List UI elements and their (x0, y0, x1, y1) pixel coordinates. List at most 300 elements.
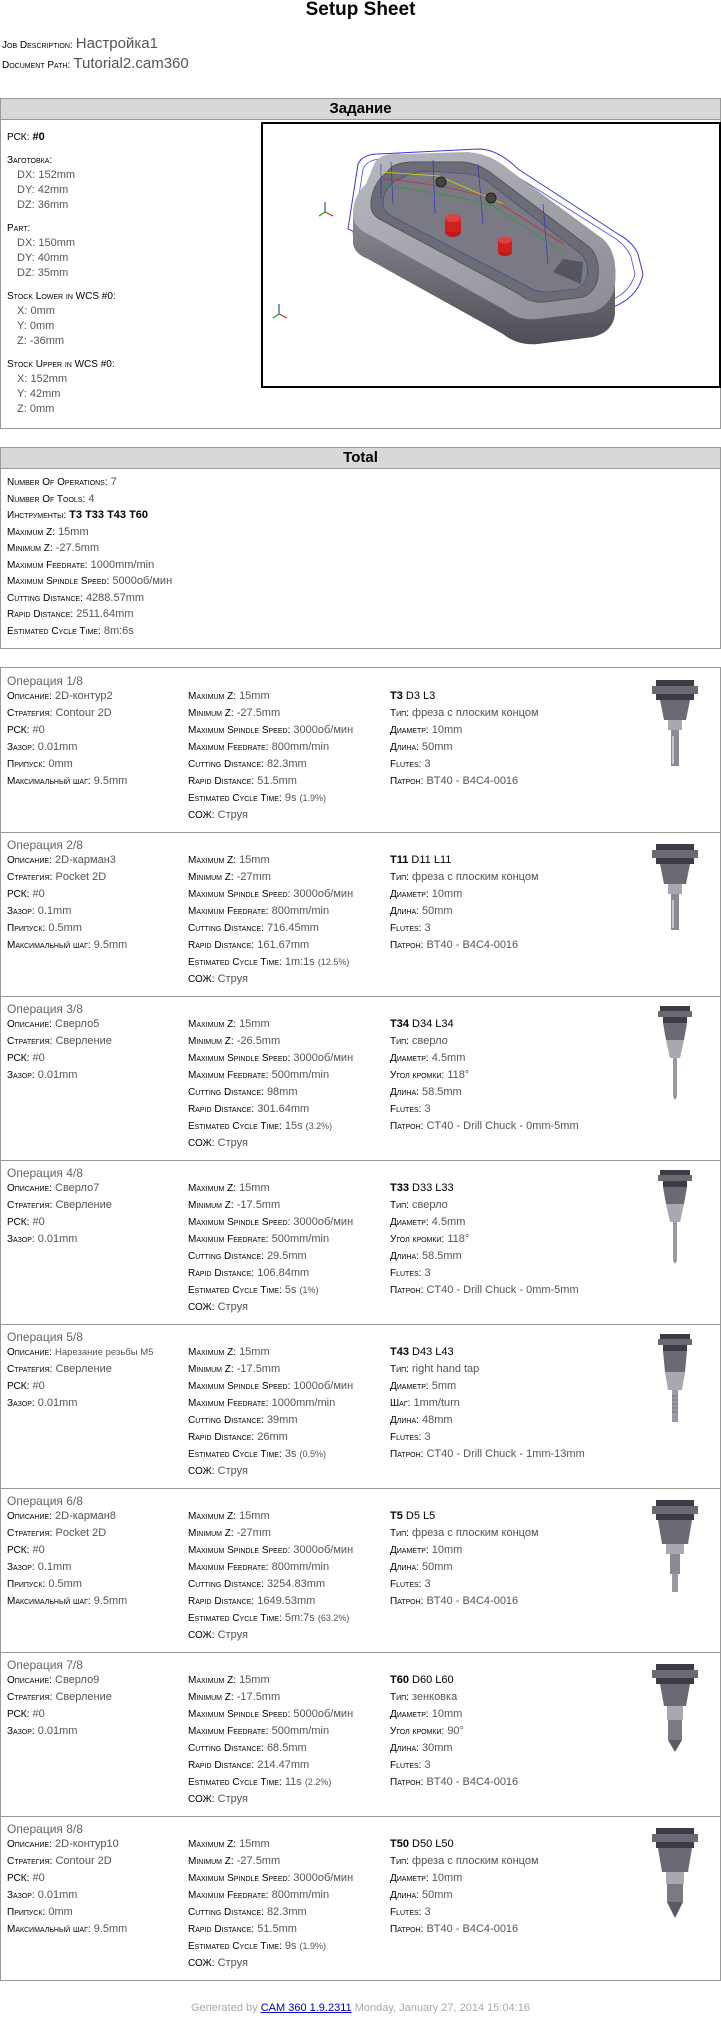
op-field-label: Патрон: (390, 1596, 424, 1607)
op-field-strategy (7, 1853, 187, 1870)
op-field-value: -17.5mm (236, 1199, 281, 1211)
op-field-label: Стратегия: (7, 1528, 53, 1539)
op-field-value: #0 (32, 888, 45, 900)
op-field-label: Длина: (390, 1415, 419, 1426)
op-field-label: Угол кромки: (390, 1726, 445, 1737)
op-field-value: Contour 2D (55, 1855, 112, 1867)
op-field-value: BT40 - B4C4-0016 (426, 1776, 519, 1788)
op-field-label: Зазор: (7, 1890, 35, 1901)
tool-heading (390, 1672, 630, 1689)
op-field-value: 68.5mm (266, 1742, 307, 1754)
op-field-max-feed (188, 1067, 388, 1084)
op-field-value: -27.5mm (236, 707, 281, 719)
op-field-value: 9.5mm (93, 775, 128, 787)
op-field-value: 26mm (257, 1431, 288, 1443)
op-field-wcs (7, 722, 187, 739)
op-field-value: 800mm/min (271, 1561, 330, 1573)
op-field-label: Диаметр: (390, 725, 429, 736)
op-field-value: 118° (447, 1069, 470, 1081)
op-field-label: Maximum Z: (188, 1511, 236, 1522)
stock-dx: DX: 152mm (17, 169, 76, 181)
op-field-label: Описание: (7, 691, 52, 702)
footer (0, 2002, 721, 2014)
op-field-holder (390, 1593, 630, 1610)
op-field-max-z (188, 852, 388, 869)
op-field-label: Тип: (390, 1036, 409, 1047)
op-field-length (390, 1248, 630, 1265)
op-field-value: Сверление (55, 1035, 112, 1047)
op-field-label: Угол кромки: (390, 1234, 445, 1245)
op-field-holder (390, 773, 630, 790)
tool-number: T33 (390, 1182, 409, 1194)
op-field-label: Диаметр: (390, 1381, 429, 1392)
op-field-min-z (188, 1689, 388, 1706)
op-field-value: 11s (284, 1776, 302, 1788)
op-field-type (390, 869, 630, 886)
op-field-label: Maximum Feedrate: (188, 906, 269, 917)
op-field-value: 5m:7s (284, 1612, 315, 1624)
op-field-value: 9.5mm (93, 939, 128, 951)
total-row-value: 5000об/мин (112, 575, 173, 587)
op-field-value: -27mm (236, 871, 271, 883)
op-field-value: 50mm (421, 1889, 453, 1901)
job-description-label: Job Description: (2, 40, 73, 51)
op-field-diameter (390, 1214, 630, 1231)
op-field-label: Cutting Distance: (188, 1743, 264, 1754)
op-field-holder (390, 1774, 630, 1791)
op-field-value: #0 (32, 1544, 45, 1556)
op-field-label: Тип: (390, 1692, 409, 1703)
op-field-max-stepdown (7, 937, 187, 954)
op-field-label: Стратегия: (7, 1200, 53, 1211)
tool-heading (390, 1180, 630, 1197)
op-field-strategy (7, 1361, 187, 1378)
op-field-value: 0mm (48, 1906, 73, 1918)
op-field-max-feed (188, 1559, 388, 1576)
op-field-label: Патрон: (390, 1121, 424, 1132)
tool-offsets: D11 L11 (411, 854, 452, 866)
op-field-strategy (7, 705, 187, 722)
op-field-value: right hand tap (412, 1363, 480, 1375)
footer-date: Monday, January 27, 2014 15:04:16 (354, 2002, 530, 2014)
tool-offsets: D60 L60 (412, 1674, 454, 1686)
tool-heading (390, 1016, 630, 1033)
op-field-value: #0 (32, 1216, 45, 1228)
op-field-length (390, 1412, 630, 1429)
op-field-value: 15mm (239, 1182, 270, 1194)
op-field-label: Flutes: (390, 1907, 422, 1918)
op-field-stock-to-leave (7, 1576, 187, 1593)
op-field-value: 29.5mm (266, 1250, 307, 1262)
total-row-label: Инструменты: (7, 510, 67, 521)
op-field-label: Зазор: (7, 742, 35, 753)
operation-block (0, 1160, 721, 1325)
op-field-label: СОЖ: (188, 1958, 215, 1969)
op-field-flutes (390, 1904, 630, 1921)
op-field-max-z (188, 1508, 388, 1525)
op-field-value: 500mm/min (271, 1725, 330, 1737)
op-field-value: фреза с плоским концом (412, 871, 539, 883)
tool-heading (390, 1344, 630, 1361)
tool-number: T3 (390, 690, 403, 702)
op-field-value: BT40 - B4C4-0016 (426, 939, 519, 951)
op-field-value: 10mm (431, 1544, 463, 1556)
op-field-value: 0.1mm (37, 905, 72, 917)
op-field-cutting (188, 1740, 388, 1757)
stock-dz: DZ: 36mm (17, 199, 69, 211)
flat-endmill-icon (630, 840, 720, 940)
op-field-description (7, 688, 187, 705)
op-field-strategy (7, 1033, 187, 1050)
op-field-max-z (188, 1672, 388, 1689)
op-field-label: Maximum Spindle Speed: (188, 725, 291, 736)
op-field-value: 2D-контур10 (55, 1838, 119, 1850)
part-render (263, 124, 719, 386)
op-field-label: СОЖ: (188, 974, 215, 985)
tool-number: T34 (390, 1018, 409, 1030)
op-field-value: 800mm/min (271, 741, 330, 753)
op-field-value: 161.67mm (257, 939, 310, 951)
op-field-label: Зазор: (7, 1234, 35, 1245)
op-field-value: 4.5mm (431, 1216, 466, 1228)
total-row-label: Maximum Z: (7, 526, 55, 538)
op-field-label: Стратегия: (7, 872, 53, 883)
op-field-label: Rapid Distance: (188, 1596, 255, 1607)
op-field-tolerance (7, 1559, 187, 1576)
op-field-strategy (7, 869, 187, 886)
op-field-value: Нарезание резьбы M5 (55, 1347, 154, 1358)
op-field-value: #0 (32, 1872, 45, 1884)
wcs-label: РСК: (7, 132, 30, 143)
op-field-label: СОЖ: (188, 1794, 215, 1805)
op-field-tip-angle (390, 1231, 630, 1248)
op-field-label: Maximum Spindle Speed: (188, 1545, 291, 1556)
total-row (7, 491, 720, 508)
op-field-cycle (188, 1446, 388, 1463)
op-field-coolant (188, 1791, 388, 1808)
op-field-label: СОЖ: (188, 1630, 215, 1641)
op-field-label: Cutting Distance: (188, 759, 264, 770)
operation-block (0, 1652, 721, 1817)
op-field-min-z (188, 1033, 388, 1050)
op-field-label: Припуск: (7, 1579, 46, 1590)
op-field-flutes (390, 756, 630, 773)
op-field-cycle (188, 954, 388, 971)
op-field-length (390, 1740, 630, 1757)
op-field-label: СОЖ: (188, 810, 215, 821)
op-field-max-stepdown (7, 1593, 187, 1610)
op-field-max-spindle (188, 1378, 388, 1395)
op-field-max-stepdown (7, 773, 187, 790)
op-cycle-percent: (1%) (299, 1285, 319, 1295)
stock-info (7, 127, 116, 417)
op-field-label: Диаметр: (390, 1709, 429, 1720)
op-field-value: 0.01mm (37, 1397, 78, 1409)
part-dz: DZ: 35mm (17, 267, 69, 279)
op-field-value: Струя (217, 1465, 248, 1477)
op-field-value: -17.5mm (236, 1691, 281, 1703)
op-field-rapid (188, 773, 388, 790)
tool-heading (390, 1836, 630, 1853)
op-field-label: Длина: (390, 906, 419, 917)
op-field-label: Диаметр: (390, 1873, 429, 1884)
op-field-stock-to-leave (7, 920, 187, 937)
op-field-holder (390, 1118, 630, 1135)
op-field-wcs (7, 886, 187, 903)
op-field-description (7, 1016, 187, 1033)
setup-preview-image (261, 122, 721, 388)
op-field-rapid (188, 1429, 388, 1446)
operation-name: Операция 1/8 (7, 674, 83, 688)
tool-offsets: D43 L43 (412, 1346, 454, 1358)
op-field-label: Maximum Feedrate: (188, 1398, 269, 1409)
job-description-value: Настройка1 (75, 35, 158, 52)
op-cycle-percent: (12.5%) (317, 957, 350, 967)
op-field-label: Estimated Cycle Time: (188, 1449, 282, 1460)
op-cycle-percent: (3.2%) (305, 1121, 333, 1131)
op-field-flutes (390, 920, 630, 937)
total-row (7, 557, 720, 574)
op-field-value: Сверло7 (55, 1182, 100, 1194)
op-field-label: Патрон: (390, 940, 424, 951)
op-field-cycle (188, 1118, 388, 1135)
op-field-label: Maximum Spindle Speed: (188, 1873, 291, 1884)
tool-heading (390, 1508, 630, 1525)
op-field-value: фреза с плоским концом (412, 1527, 539, 1539)
op-field-wcs (7, 1378, 187, 1395)
op-field-value: CT40 - Drill Chuck - 0mm-5mm (426, 1120, 579, 1132)
op-field-value: 15mm (239, 854, 270, 866)
op-field-description (7, 1344, 187, 1361)
op-field-value: 3 (424, 1431, 431, 1443)
op-field-value: 10mm (431, 724, 463, 736)
op-field-label: Длина: (390, 742, 419, 753)
op-field-value: 3000об/мин (293, 1216, 354, 1228)
op-field-value: 5000об/мин (293, 1708, 354, 1720)
op-field-label: Maximum Z: (188, 1183, 236, 1194)
stock-label: Заготовка: (7, 155, 53, 166)
op-field-tolerance (7, 739, 187, 756)
op-field-label: РСК: (7, 725, 30, 736)
op-field-label: Описание: (7, 1019, 52, 1030)
op-field-value: сверло (412, 1035, 448, 1047)
op-field-label: Зазор: (7, 1070, 35, 1081)
total-row-label: Maximum Spindle Speed: (7, 576, 110, 587)
op-field-max-spindle (188, 1542, 388, 1559)
op-field-value: Струя (217, 809, 248, 821)
op-field-label: Максимальный шаг: (7, 776, 91, 787)
op-field-value: 15mm (239, 690, 270, 702)
op-field-tolerance (7, 1067, 187, 1084)
op-field-value: 51.5mm (257, 775, 297, 787)
op-field-label: Диаметр: (390, 1217, 429, 1228)
op-field-label: Flutes: (390, 1760, 422, 1771)
tool-offsets: D34 L34 (412, 1018, 454, 1030)
op-field-label: Maximum Feedrate: (188, 742, 269, 753)
op-field-value: 9s (284, 1940, 297, 1952)
stock-upper-z: Z: 0mm (17, 403, 55, 415)
op-field-type (390, 1197, 630, 1214)
op-field-wcs (7, 1706, 187, 1723)
op-field-label: Flutes: (390, 923, 422, 934)
op-field-label: Maximum Spindle Speed: (188, 1053, 291, 1064)
op-field-flutes (390, 1429, 630, 1446)
op-field-value: 0.01mm (37, 1889, 78, 1901)
op-field-value: Contour 2D (55, 707, 112, 719)
op-field-min-z (188, 1361, 388, 1378)
op-field-coolant (188, 1299, 388, 1316)
op-field-max-spindle (188, 1050, 388, 1067)
op-field-value: Сверление (55, 1363, 112, 1375)
op-field-value: 5mm (431, 1380, 457, 1392)
op-field-label: Патрон: (390, 1777, 424, 1788)
tap-icon (630, 1332, 720, 1432)
op-field-value: 1mm/turn (413, 1397, 460, 1409)
op-field-max-spindle (188, 1214, 388, 1231)
op-field-value: #0 (32, 1052, 45, 1064)
op-field-label: Тип: (390, 1856, 409, 1867)
wcs-value: #0 (32, 131, 45, 143)
page-title: Setup Sheet (305, 0, 416, 20)
op-field-label: Estimated Cycle Time: (188, 1121, 282, 1132)
tool-offsets: D33 L33 (412, 1182, 454, 1194)
op-field-value: 0.01mm (37, 1725, 78, 1737)
op-field-label: РСК: (7, 1381, 30, 1392)
op-field-label: Стратегия: (7, 1856, 53, 1867)
operation-name: Операция 5/8 (7, 1330, 83, 1344)
footer-generated-by: Generated by (190, 2002, 258, 2014)
op-field-min-z (188, 869, 388, 886)
op-field-label: Длина: (390, 1743, 419, 1754)
op-field-max-feed (188, 1231, 388, 1248)
op-cycle-percent: (1.9%) (299, 793, 327, 803)
op-field-value: 2D-карман3 (55, 854, 116, 866)
op-field-value: 0.5mm (48, 922, 82, 934)
op-field-value: 90° (447, 1725, 464, 1737)
op-field-max-feed (188, 1887, 388, 1904)
op-field-label: РСК: (7, 889, 30, 900)
op-field-coolant (188, 1135, 388, 1152)
stock-upper-label: Stock Upper in WCS #0: (7, 359, 115, 370)
op-field-value: Pocket 2D (55, 1527, 107, 1539)
op-field-value: 0.5mm (48, 1578, 82, 1590)
total-row-value: 7 (110, 476, 117, 488)
op-field-label: Зазор: (7, 906, 35, 917)
op-field-value: CT40 - Drill Chuck - 0mm-5mm (426, 1284, 579, 1296)
part-dy: DY: 40mm (17, 252, 69, 264)
op-field-label: Maximum Spindle Speed: (188, 889, 291, 900)
footer-software-link[interactable]: CAM 360 1.9.2311 (260, 2002, 352, 2014)
op-field-max-feed (188, 1395, 388, 1412)
op-field-holder (390, 1921, 630, 1938)
op-field-value: 10mm (431, 888, 463, 900)
op-field-label: СОЖ: (188, 1138, 215, 1149)
op-field-cycle (188, 1774, 388, 1791)
op-field-description (7, 1836, 187, 1853)
op-field-label: Cutting Distance: (188, 1251, 264, 1262)
op-field-value: 9.5mm (93, 1923, 128, 1935)
op-field-tolerance (7, 1231, 187, 1248)
op-field-label: Rapid Distance: (188, 1760, 255, 1771)
op-field-length (390, 903, 630, 920)
op-field-value: 0.01mm (37, 741, 78, 753)
op-field-label: Maximum Feedrate: (188, 1726, 269, 1737)
op-field-label: СОЖ: (188, 1302, 215, 1313)
total-row (7, 590, 720, 607)
op-field-tip-angle (390, 1723, 630, 1740)
op-field-label: СОЖ: (188, 1466, 215, 1477)
op-field-cycle (188, 1610, 388, 1627)
countersink-big-icon (630, 1824, 720, 1924)
op-field-label: Описание: (7, 855, 52, 866)
op-field-label: Maximum Z: (188, 1347, 236, 1358)
op-field-tolerance (7, 1723, 187, 1740)
op-field-flutes (390, 1576, 630, 1593)
op-field-value: фреза с плоским концом (412, 1855, 539, 1867)
op-field-value: 10mm (431, 1708, 463, 1720)
op-field-label: Maximum Z: (188, 1019, 236, 1030)
op-field-type (390, 1525, 630, 1542)
op-field-label: Максимальный шаг: (7, 1924, 91, 1935)
op-field-label: Стратегия: (7, 1364, 53, 1375)
op-field-value: 3 (424, 1906, 431, 1918)
op-field-label: Угол кромки: (390, 1070, 445, 1081)
op-field-max-spindle (188, 886, 388, 903)
tool-number: T43 (390, 1346, 409, 1358)
op-field-max-stepdown (7, 1921, 187, 1938)
op-field-value: 50mm (421, 741, 453, 753)
op-field-label: Cutting Distance: (188, 1907, 264, 1918)
op-field-value: Pocket 2D (55, 871, 107, 883)
op-field-rapid (188, 937, 388, 954)
op-field-label: Припуск: (7, 923, 46, 934)
op-field-label: Rapid Distance: (188, 1104, 255, 1115)
op-field-value: 1m:1s (284, 956, 315, 968)
op-field-value: 1649.53mm (257, 1595, 316, 1607)
op-field-max-spindle (188, 722, 388, 739)
op-field-label: Minimum Z: (188, 1528, 234, 1539)
op-field-cutting (188, 1904, 388, 1921)
op-field-cutting (188, 1576, 388, 1593)
op-field-label: Тип: (390, 1200, 409, 1211)
op-field-label: РСК: (7, 1545, 30, 1556)
op-field-label: Maximum Feedrate: (188, 1562, 269, 1573)
op-field-value: 10mm (431, 1872, 463, 1884)
op-field-label: Minimum Z: (188, 1036, 234, 1047)
op-field-label: Maximum Z: (188, 691, 236, 702)
op-field-value: 214.47mm (257, 1759, 310, 1771)
op-field-diameter (390, 1706, 630, 1723)
stock-lower-label: Stock Lower in WCS #0: (7, 291, 116, 302)
op-field-value: 3254.83mm (266, 1578, 326, 1590)
op-field-value: 3000об/мин (293, 724, 354, 736)
total-row-value: 1000mm/min (90, 558, 155, 571)
document-path-value: Tutorial2.cam360 (73, 55, 189, 72)
total-row (7, 474, 720, 491)
op-field-flutes (390, 1757, 630, 1774)
op-field-value: Струя (217, 1793, 248, 1805)
op-field-max-feed (188, 903, 388, 920)
total-row-value: 4 (88, 492, 95, 505)
op-field-max-z (188, 1344, 388, 1361)
op-field-value: 118° (447, 1233, 470, 1245)
op-field-value: 3 (424, 1759, 431, 1771)
op-field-label: Flutes: (390, 1104, 422, 1115)
op-field-value: 15mm (239, 1838, 270, 1850)
op-field-value: BT40 - B4C4-0016 (426, 1595, 519, 1607)
op-field-value: 3000об/мин (293, 1052, 354, 1064)
op-field-coolant (188, 971, 388, 988)
